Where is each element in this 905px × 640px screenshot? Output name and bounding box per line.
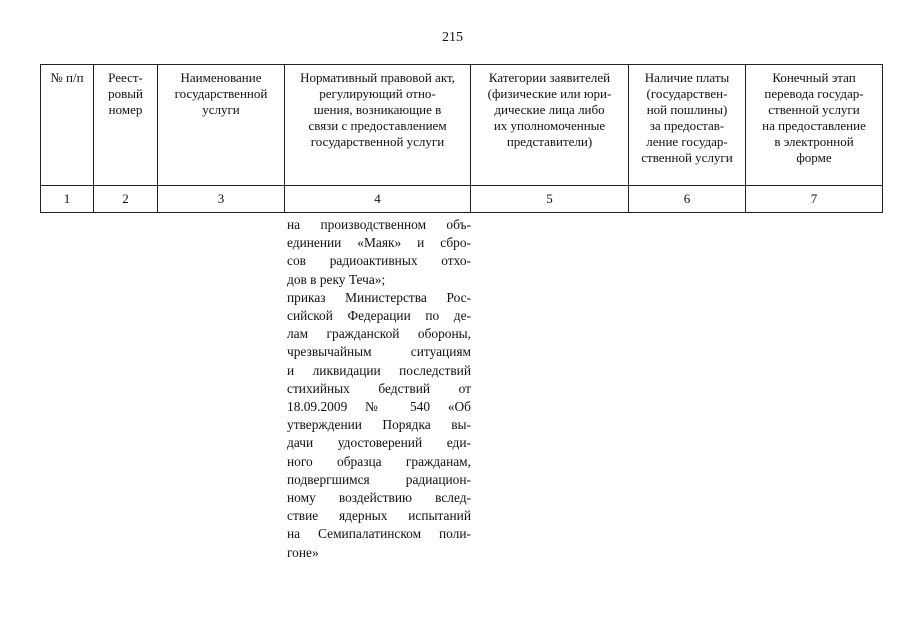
header-fee (629, 65, 746, 186)
header-service-name (158, 65, 285, 186)
table-header-row (41, 65, 883, 186)
header-electronic-stage (746, 65, 883, 186)
page-number: 215 (442, 30, 463, 45)
legal-act-paragraph: на производственном объ- единении «Маяк» и сбро- сов радиоактивных отхо- дов в реку Теча»; (287, 217, 471, 287)
header-legal-act (285, 65, 471, 186)
header-label: Конечный этап перевода государ- ственной услуги на предоставление в электронной форме (762, 70, 866, 165)
column-number-cell: 3 (158, 186, 285, 213)
header-label: Реест- ровый номер (108, 70, 143, 117)
column-number-cell: 2 (94, 186, 158, 213)
column-number-cell: 7 (746, 186, 883, 213)
column-number-cell: 4 (285, 186, 471, 213)
column-number-cell: 5 (471, 186, 629, 213)
header-label: Наименование государственной услуги (174, 70, 268, 117)
header-item-number (41, 65, 94, 186)
header-label: Категории заявителей (физические или юри- дические лица либо их уполномоченные представители) (487, 70, 612, 149)
services-table (40, 64, 883, 213)
header-registry-number (94, 65, 158, 186)
legal-act-paragraph: приказ Министерства Рос- сийской Федерации по де- лам гражданской обороны, чрезвычайным ситуациям и ликвидации последствий стихийных бедствий от 18.09.2009 № 540 «Об утверждении Порядка вы- дачи удостоверений еди- ного образца гражданам, подвергшимся радиацион- ному воздействию вслед- ствие ядерных испытаний на Семипалатинском поли- гоне» (287, 289, 471, 560)
table-numbering-row (41, 186, 883, 213)
header-label: Нормативный правовой акт, регулирующий отно- шения, возникающие в связи с предоставлением государственной услуги (300, 70, 455, 149)
header-label: № п/п (50, 70, 84, 85)
header-label: Наличие платы (государствен- ной пошлины) за предостав- ление государ- ственной услуги (641, 70, 733, 165)
header-applicant-categories (471, 65, 629, 186)
legal-act-continuation (287, 216, 471, 562)
column-number-cell: 1 (41, 186, 94, 213)
column-number-cell: 6 (629, 186, 746, 213)
